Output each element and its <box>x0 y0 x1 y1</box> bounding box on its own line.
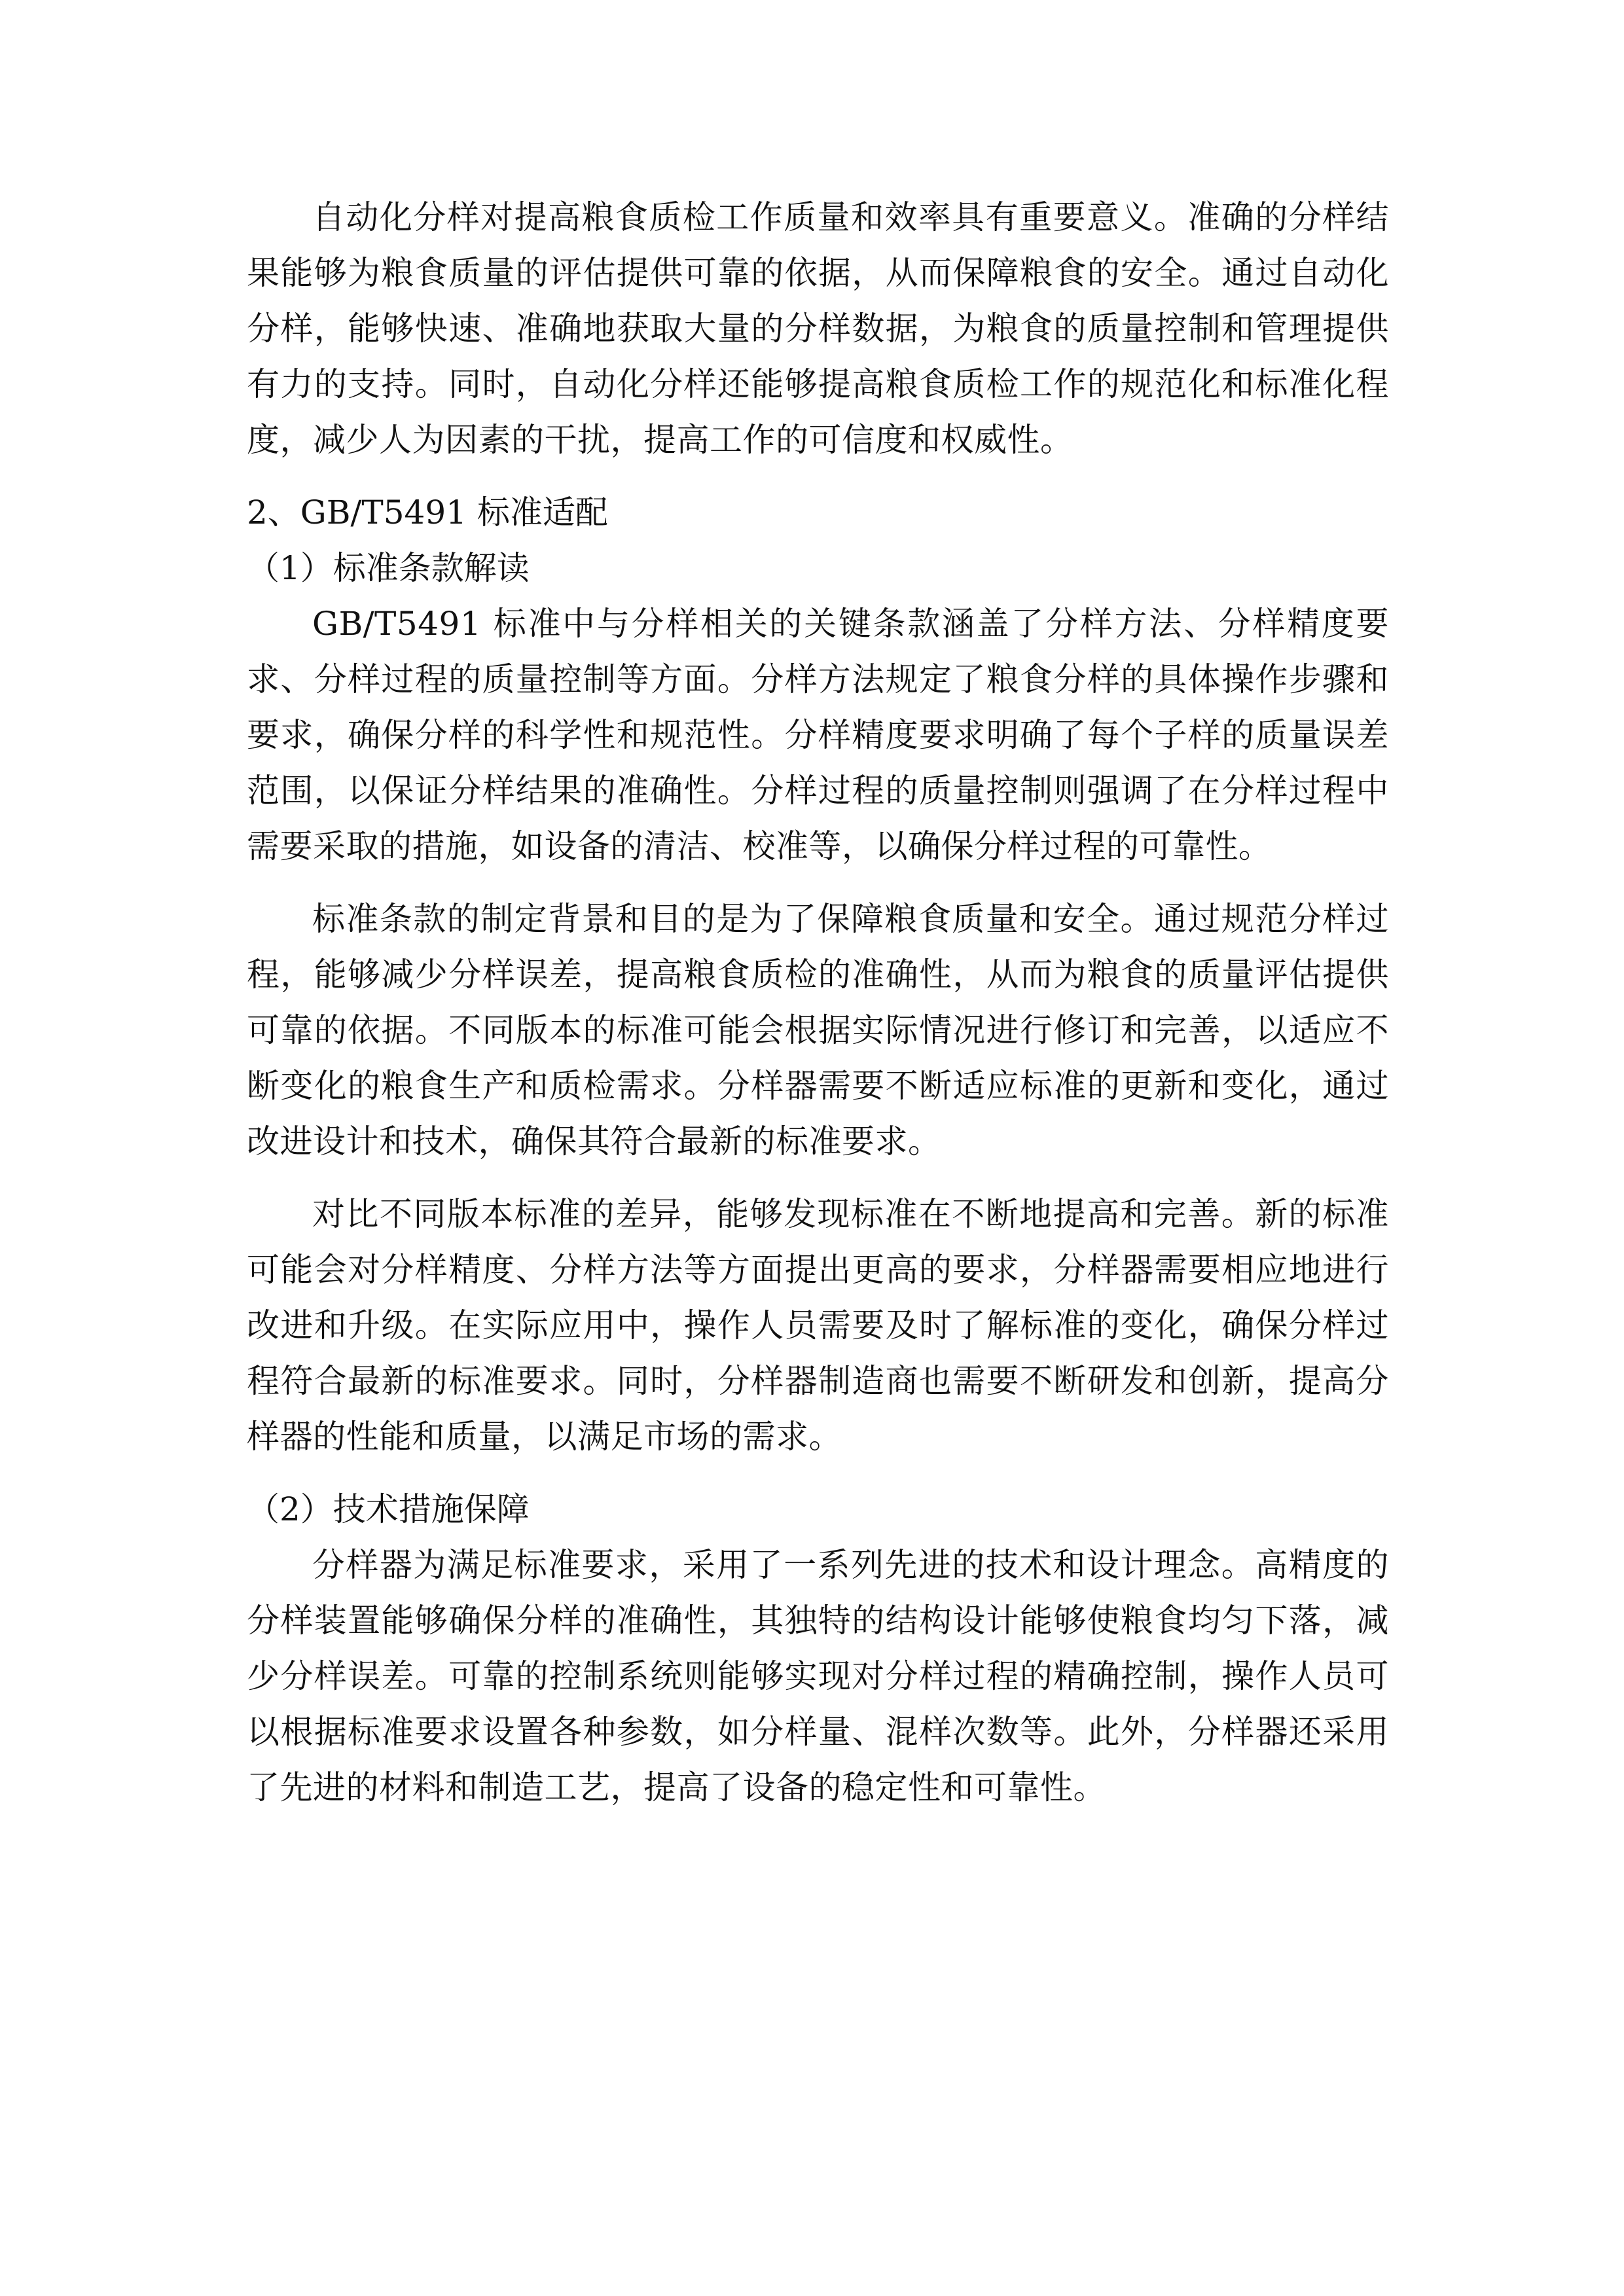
paragraph-technical-design: 分样器为满足标准要求，采用了一系列先进的技术和设计理念。高精度的分样装置能够确保分样的准确性，其独特的结构设计能够使粮食均匀下落，减少分样误差。可靠的控制系统则能够实现对分样过程的精确控制，操作人员可以根据标准要求设置各种参数，如分样量、混样次数等。此外，分样器还采用了先进的材料和制造工艺，提高了设备的稳定性和可靠性。 <box>247 1546 1389 1806</box>
subsection-heading-technical-measures: （2）技术措施保障 <box>247 1490 530 1528</box>
paragraph-automation-significance: 自动化分样对提高粮食质检工作质量和效率具有重要意义。准确的分样结果能够为粮食质量的评估提供可靠的依据，从而保障粮食的安全。通过自动化分样，能够快速、准确地获取大量的分样数据，为粮食的质量控制和管理提供有力的支持。同时，自动化分样还能够提高粮食质检工作的规范化和标准化程度，减少人为因素的干扰，提高工作的可信度和权威性。 <box>247 198 1389 459</box>
paragraph-version-comparison: 对比不同版本标准的差异，能够发现标准在不断地提高和完善。新的标准可能会对分样精度、分样方法等方面提出更高的要求，分样器需要相应地进行改进和升级。在实际应用中，操作人员需要及时了解标准的变化，确保分样过程符合最新的标准要求。同时，分样器制造商也需要不断研发和创新，提高分样器的性能和质量，以满足市场的需求。 <box>247 1195 1389 1456</box>
paragraph-key-clauses: GB/T5491 标准中与分样相关的关键条款涵盖了分样方法、分样精度要求、分样过程的质量控制等方面。分样方法规定了粮食分样的具体操作步骤和要求，确保分样的科学性和规范性。分样精度要求明确了每个子样的质量误差范围，以保证分样结果的准确性。分样过程的质量控制则强调了在分样过程中需要采取的措施，如设备的清洁、校准等，以确保分样过程的可靠性。 <box>247 605 1389 865</box>
document-body <box>247 190 1389 1833</box>
paragraph-clause-background: 标准条款的制定背景和目的是为了保障粮食质量和安全。通过规范分样过程，能够减少分样误差，提高粮食质检的准确性，从而为粮食的质量评估提供可靠的依据。不同版本的标准可能会根据实际情况进行修订和完善，以适应不断变化的粮食生产和质检需求。分样器需要不断适应标准的更新和变化，通过改进设计和技术，确保其符合最新的标准要求。 <box>247 900 1389 1160</box>
subsection-heading-clause-interpretation: （1）标准条款解读 <box>247 549 530 587</box>
section-heading-standard-adaptation: 2、GB/T5491 标准适配 <box>247 493 608 531</box>
